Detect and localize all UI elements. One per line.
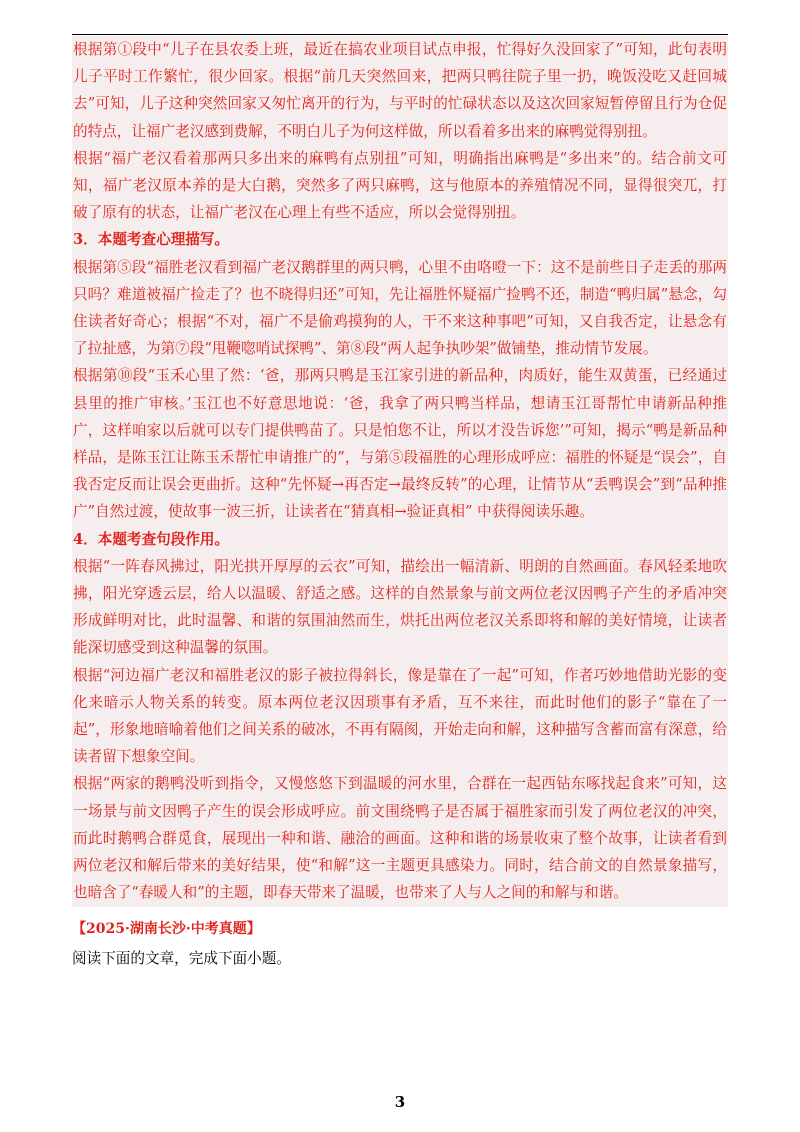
answer-paragraph: 根据“一阵春风拂过，阳光拱开厚厚的云衣”可知，描绘出一幅清新、明朗的自然画面。春风轻柔地吹拂，阳光穿透云层，给人以温暖、舒适之感。这样的自然景象与前文两位老汉因鸭子产生的矛盾冲突形成鲜明对比，此时温馨、和谐的氛围油然而生，烘托出两位老汉关系即将和解的美好情境，让读者能深切感受到这种温馨的氛围。 (72, 553, 728, 662)
reading-instruction: 阅读下面的文章，完成下面小题。 (72, 949, 291, 967)
question-heading: 3．本题考查心理描写。 (72, 226, 728, 253)
answer-paragraph: 根据第⑤段“福胜老汉看到福广老汉鹅群里的两只鸭，心里不由咯噔一下：这不是前些日子走丢的那两只吗？难道被福广捡走了？也不晓得归还”可知，先让福胜怀疑福广捡鸭不还，制造“鸭归属”悬念，勾住读者好奇心；根据“不对，福广不是偷鸡摸狗的人，干不来这种事吧”可知，又自我否定，让悬念有了拉扯感，为第⑦段“甩鞭唿哨试探鸭”、第⑧段“两人起争执吵架”做铺垫，推动情节发展。 (72, 254, 728, 363)
answer-paragraph: 根据“两家的鹅鸭没听到指令，又慢悠悠下到温暖的河水里，合群在一起西钻东啄找起食来”可知，这一场景与前文因鸭子产生的误会形成呼应。前文围绕鸭子是否属于福胜家而引发了两位老汉的冲突，而此时鹅鸭合群觅食，展现出一种和谐、融洽的画面。这种和谐的场景收束了整个故事，让读者看到两位老汉和解后带来的美好结果，使“和解”这一主题更具感染力。同时，结合前文的自然景象描写，也暗含了“春暖人和”的主题，即春天带来了温暖，也带来了人与人之间的和解与和谐。 (72, 770, 728, 906)
answer-paragraph: 根据第①段中“儿子在县农委上班，最近在搞农业项目试点申报，忙得好久没回家了”可知，此句表明儿子平时工作繁忙，很少回家。根据“前几天突然回来，把两只鸭往院子里一扔，晚饭没吃又赶回城去”可知，儿子这种突然回家又匆忙离开的行为，与平时的忙碌状态以及这次回家短暂停留且行为仓促的特点，让福广老汉感到费解，不明白儿子为何这样做，所以看着多出来的麻鸭觉得别扭。 (72, 36, 728, 145)
question-heading: 4．本题考查句段作用。 (72, 526, 728, 553)
answer-paragraph: 根据“河边福广老汉和福胜老汉的影子被拉得斜长，像是靠在了一起”可知，作者巧妙地借助光影的变化来暗示人物关系的转变。原本两位老汉因琐事有矛盾，互不来往，而此时他们的影子“靠在了一起”，形象地暗喻着他们之间关系的破冰，不再有隔阂，开始走向和解，这种描写含蓄而富有深意，给读者留下想象空间。 (72, 662, 728, 771)
answer-paragraph: 根据“福广老汉看着那两只多出来的麻鸭有点别扭”可知，明确指出麻鸭是“多出来”的。结合前文可知，福广老汉原本养的是大白鹅，突然多了两只麻鸭，这与他原本的养殖情况不同，显得很突兀，打破了原有的状态，让福广老汉在心理上有些不适应，所以会觉得别扭。 (72, 145, 728, 227)
answer-paragraph: 根据第⑩段“玉禾心里了然：‘爸，那两只鸭是玉江家引进的新品种，肉质好，能生双黄蛋，已经通过县里的推广审核。’玉江也不好意思地说：‘爸，我拿了两只鸭当样品，想请玉江哥帮忙申请新品种推广，这样咱家以后就可以专门提供鸭苗了。只是怕您不让，所以才没告诉您’”可知，揭示“鸭是新品种样品，是陈玉江让陈玉禾帮忙申请推广的”，与第⑤段福胜的心理形成呼应：福胜的怀疑是“误会”，自我否定反而让误会更曲折。这种“先怀疑→再否定→最终反转”的心理，让情节从“丢鸭误会”到“品种推广”自然过渡，使故事一波三折，让读者在“猜真相→验证真相” 中获得阅读乐趣。 (72, 362, 728, 525)
page-content (72, 30, 728, 971)
page-number: 3 (394, 1093, 406, 1111)
exam-source-label: 【2025·湖南长沙·中考真题】 (72, 920, 261, 937)
